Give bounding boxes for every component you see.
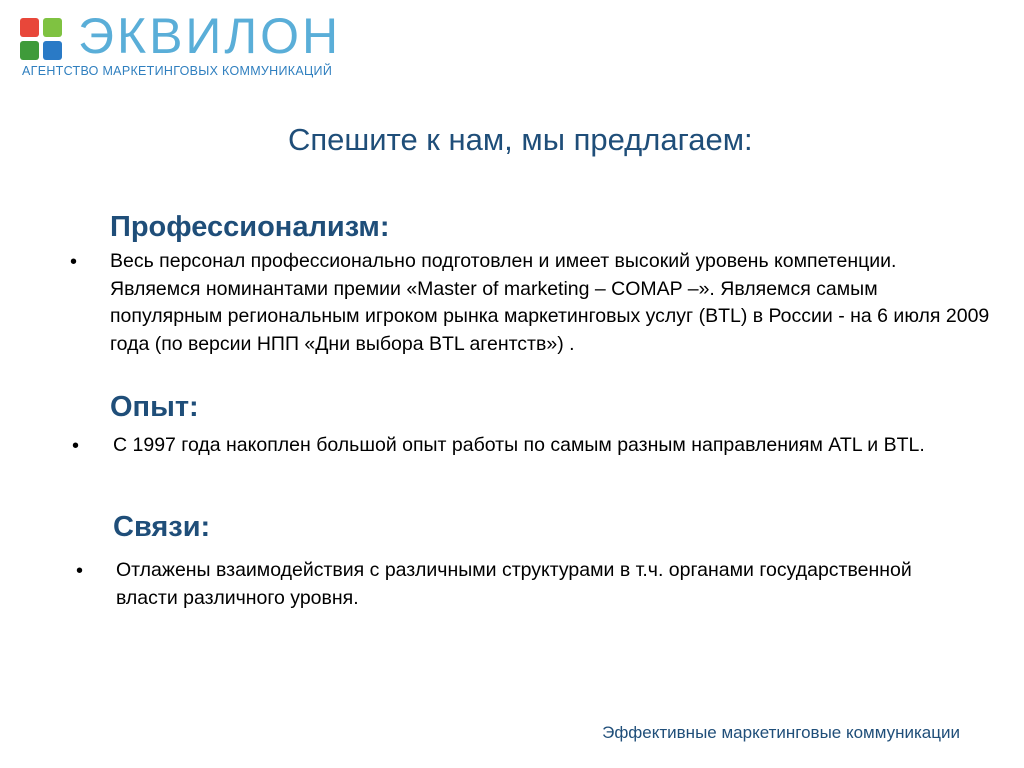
footer-slogan: Эффективные маркетинговые коммуникации — [602, 723, 960, 742]
logo-name: ЭКВИЛОН — [78, 8, 342, 64]
logo-square-green — [43, 18, 62, 37]
section-text-connections: Отлажены взаимодействия с различными структурами в т.ч. органами государственной власти различного уровня. — [116, 559, 912, 609]
section-text-professionalism: Весь персонал профессионально подготовлен и имеет высокий уровень компетенции. Являемся номинантами премии «Master of marketing – COMAP –». Являемся самым популярным региональным игроком рынка маркетинговых услуг (BTL) в России - на 6 июля 2009 года (по версии НПП «Дни выбора BTL агентств») . — [110, 250, 990, 355]
bullet-marker: • — [76, 560, 84, 582]
bullet-marker: • — [72, 435, 80, 457]
bullet-marker: • — [70, 251, 78, 273]
section-text-experience: С 1997 года накоплен большой опыт работы по самым разным направлениям ATL и BTL. — [113, 434, 925, 456]
company-logo — [20, 8, 350, 78]
section-title-connections: Связи: — [113, 511, 211, 543]
logo-squares-icon — [20, 18, 64, 62]
logo-square-red — [20, 18, 39, 37]
slide-headline: Спешите к нам, мы предлагаем: — [288, 122, 753, 157]
section-title-experience: Опыт: — [110, 391, 199, 423]
logo-square-dark-green — [20, 41, 39, 60]
logo-tagline: АГЕНТСТВО МАРКЕТИНГОВЫХ КОММУНИКАЦИЙ — [22, 64, 333, 78]
section-title-professionalism: Профессионализм: — [110, 211, 390, 243]
logo-square-blue — [43, 41, 62, 60]
